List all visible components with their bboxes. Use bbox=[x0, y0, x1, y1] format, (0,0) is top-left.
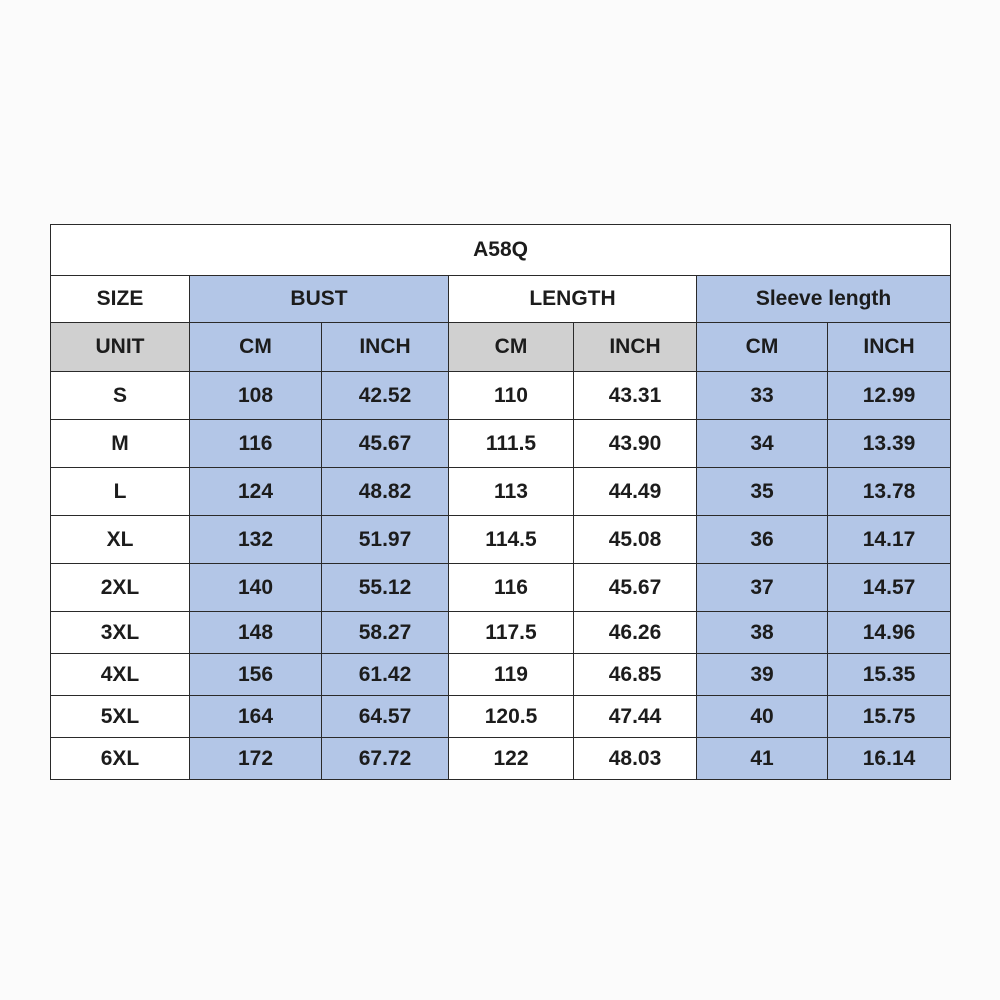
table-row bbox=[51, 564, 951, 612]
value-cell: 64.57 bbox=[322, 696, 449, 738]
table-row bbox=[51, 372, 951, 420]
value-cell: 116 bbox=[190, 420, 322, 468]
title-row bbox=[51, 225, 951, 276]
value-cell: 55.12 bbox=[322, 564, 449, 612]
value-cell: 38 bbox=[697, 612, 828, 654]
table-row bbox=[51, 612, 951, 654]
size-cell: 4XL bbox=[51, 654, 190, 696]
value-cell: 36 bbox=[697, 516, 828, 564]
value-cell: 15.75 bbox=[828, 696, 951, 738]
bust-header: BUST bbox=[190, 276, 449, 323]
table-row bbox=[51, 468, 951, 516]
value-cell: 67.72 bbox=[322, 738, 449, 780]
value-cell: 46.26 bbox=[574, 612, 697, 654]
value-cell: 39 bbox=[697, 654, 828, 696]
size-header: SIZE bbox=[51, 276, 190, 323]
unit-cell: CM bbox=[449, 323, 574, 372]
value-cell: 122 bbox=[449, 738, 574, 780]
value-cell: 45.67 bbox=[322, 420, 449, 468]
table-row bbox=[51, 696, 951, 738]
unit-cell: CM bbox=[697, 323, 828, 372]
value-cell: 119 bbox=[449, 654, 574, 696]
value-cell: 44.49 bbox=[574, 468, 697, 516]
value-cell: 12.99 bbox=[828, 372, 951, 420]
unit-cell: CM bbox=[190, 323, 322, 372]
value-cell: 108 bbox=[190, 372, 322, 420]
table-row bbox=[51, 420, 951, 468]
size-cell: XL bbox=[51, 516, 190, 564]
value-cell: 120.5 bbox=[449, 696, 574, 738]
value-cell: 45.08 bbox=[574, 516, 697, 564]
value-cell: 48.82 bbox=[322, 468, 449, 516]
unit-row bbox=[51, 323, 951, 372]
value-cell: 43.31 bbox=[574, 372, 697, 420]
value-cell: 14.96 bbox=[828, 612, 951, 654]
value-cell: 113 bbox=[449, 468, 574, 516]
value-cell: 117.5 bbox=[449, 612, 574, 654]
value-cell: 35 bbox=[697, 468, 828, 516]
size-cell: M bbox=[51, 420, 190, 468]
table-title: A58Q bbox=[51, 225, 951, 276]
header-row bbox=[51, 276, 951, 323]
value-cell: 34 bbox=[697, 420, 828, 468]
value-cell: 14.17 bbox=[828, 516, 951, 564]
unit-cell: INCH bbox=[828, 323, 951, 372]
size-cell: 5XL bbox=[51, 696, 190, 738]
length-header: LENGTH bbox=[449, 276, 697, 323]
value-cell: 164 bbox=[190, 696, 322, 738]
value-cell: 47.44 bbox=[574, 696, 697, 738]
size-cell: 2XL bbox=[51, 564, 190, 612]
value-cell: 132 bbox=[190, 516, 322, 564]
value-cell: 51.97 bbox=[322, 516, 449, 564]
value-cell: 58.27 bbox=[322, 612, 449, 654]
size-cell: S bbox=[51, 372, 190, 420]
unit-header: UNIT bbox=[51, 323, 190, 372]
value-cell: 33 bbox=[697, 372, 828, 420]
table-row bbox=[51, 654, 951, 696]
value-cell: 148 bbox=[190, 612, 322, 654]
size-chart bbox=[50, 224, 950, 780]
value-cell: 111.5 bbox=[449, 420, 574, 468]
value-cell: 42.52 bbox=[322, 372, 449, 420]
value-cell: 13.39 bbox=[828, 420, 951, 468]
value-cell: 156 bbox=[190, 654, 322, 696]
value-cell: 116 bbox=[449, 564, 574, 612]
value-cell: 61.42 bbox=[322, 654, 449, 696]
value-cell: 41 bbox=[697, 738, 828, 780]
value-cell: 14.57 bbox=[828, 564, 951, 612]
value-cell: 13.78 bbox=[828, 468, 951, 516]
sleeve-length-header: Sleeve length bbox=[697, 276, 951, 323]
table-row bbox=[51, 738, 951, 780]
value-cell: 124 bbox=[190, 468, 322, 516]
value-cell: 114.5 bbox=[449, 516, 574, 564]
value-cell: 40 bbox=[697, 696, 828, 738]
size-cell: L bbox=[51, 468, 190, 516]
size-table bbox=[50, 224, 951, 780]
value-cell: 15.35 bbox=[828, 654, 951, 696]
unit-cell: INCH bbox=[574, 323, 697, 372]
value-cell: 37 bbox=[697, 564, 828, 612]
unit-cell: INCH bbox=[322, 323, 449, 372]
size-cell: 6XL bbox=[51, 738, 190, 780]
value-cell: 172 bbox=[190, 738, 322, 780]
table-row bbox=[51, 516, 951, 564]
value-cell: 46.85 bbox=[574, 654, 697, 696]
value-cell: 110 bbox=[449, 372, 574, 420]
value-cell: 16.14 bbox=[828, 738, 951, 780]
value-cell: 48.03 bbox=[574, 738, 697, 780]
value-cell: 43.90 bbox=[574, 420, 697, 468]
value-cell: 45.67 bbox=[574, 564, 697, 612]
size-cell: 3XL bbox=[51, 612, 190, 654]
value-cell: 140 bbox=[190, 564, 322, 612]
